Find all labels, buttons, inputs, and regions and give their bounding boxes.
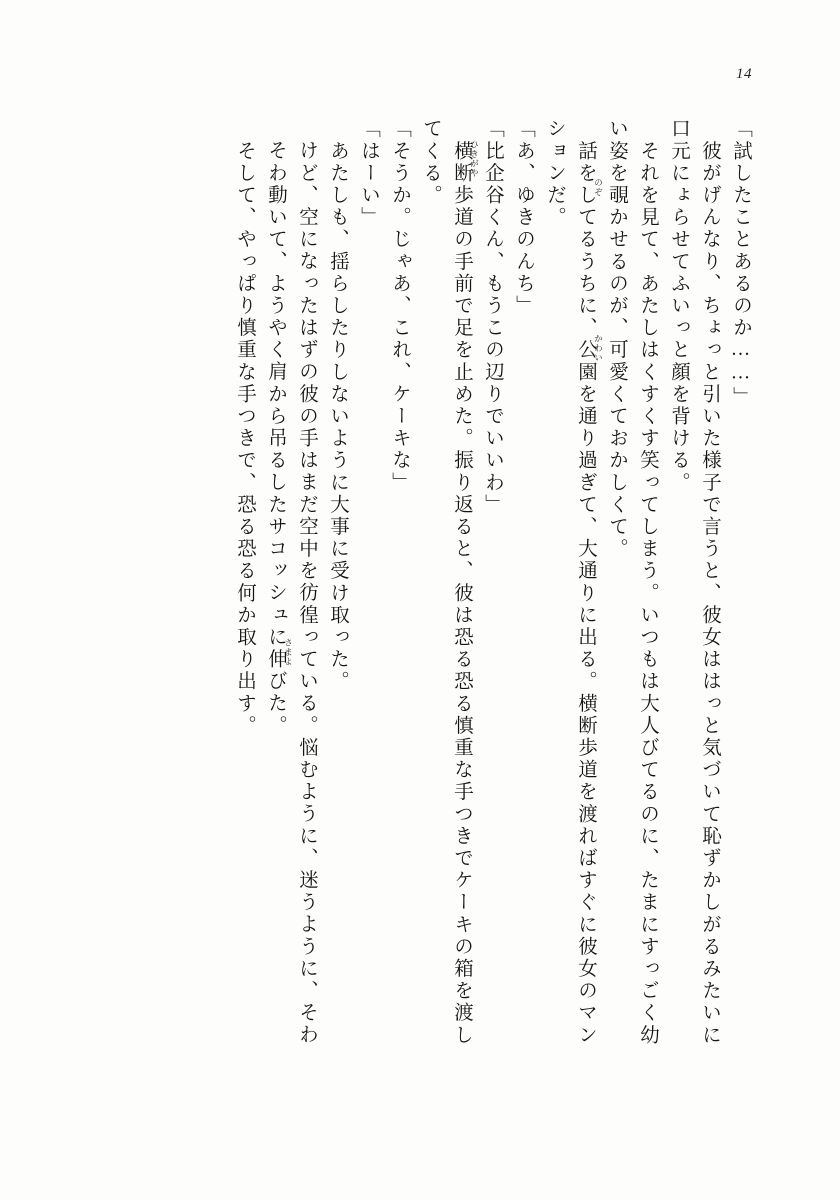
text-line: 「そうか。じゃあ、これ、ケーキな」 xyxy=(389,118,410,494)
text-line: それを見て、あたしはくすくす笑ってしまう。いつもは大人びてるのに、たまにすっごく幼 xyxy=(637,118,658,1047)
ruby-reading: ひきがや xyxy=(469,140,480,178)
text-line: あたしも、揺らしたりしないように大事に受け取った。 xyxy=(327,118,348,693)
text-line-with-ruby xyxy=(471,118,502,1118)
text-line: そして、やっぱり慎重な手つきで、恐る恐る何か取り出す。 xyxy=(234,118,255,737)
text-line: 「はーい」 xyxy=(358,118,379,229)
text-line: 横断歩道の手前で足を止めた。振り返ると、彼は恐る恐る慎重な手つきでケーキの箱を渡し xyxy=(451,118,472,1047)
page-number: 14 xyxy=(736,66,752,82)
text-line-content: い姿を覗かせるのが、可愛くておかしくて。 xyxy=(606,118,627,560)
text-line-content: けど、空になったはずの彼の手はまだ空中を彷徨っている。悩むように、迷うように、そわ xyxy=(296,140,317,1047)
text-line: そわ動いて、ようやく肩から吊るしたサコッシュに伸びた。 xyxy=(265,140,286,737)
ruby-reading: かわい xyxy=(593,334,604,363)
text-line: 「試したことあるのか……」 xyxy=(730,118,751,409)
text-line-with-ruby xyxy=(285,118,316,1118)
text-line-content: 「比企谷くん、もうこの辺りでいいわ」 xyxy=(482,118,503,516)
text-line-with-ruby xyxy=(595,118,626,1118)
text-line: 彼がげんなり、ちょっと引いた様子で言うと、彼女ははっと気づいて恥ずかしがるみたいに xyxy=(699,118,720,1047)
text-line: 口元にょらせてふいっと顔を背ける。 xyxy=(668,118,689,494)
text-line: 「あ、ゆきのんち」 xyxy=(513,118,534,317)
text-line: ションだ。 xyxy=(544,118,565,229)
ruby-reading: さまよ xyxy=(283,638,294,667)
ruby-reading: のぞ xyxy=(593,178,604,197)
text-line: 話をしてるうちに、公園を通り過ぎて、大通りに出る。横断歩道を渡ればすぐに彼女のマン xyxy=(575,118,596,1047)
vertical-text-block xyxy=(96,118,750,1118)
text-line: てくる。 xyxy=(420,118,441,207)
